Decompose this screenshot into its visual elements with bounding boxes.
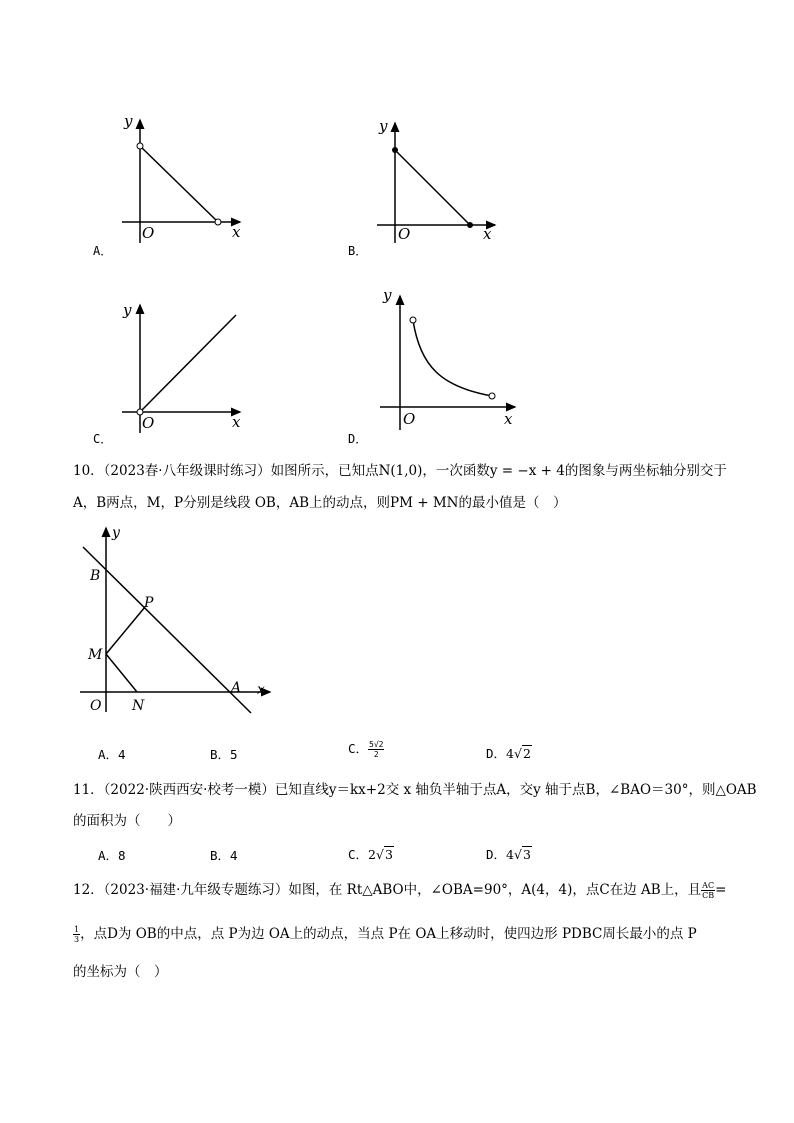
origin-label: O xyxy=(403,410,416,428)
origin-label: O xyxy=(142,414,155,432)
choice-label: D． xyxy=(486,746,507,761)
option-d-label: D． xyxy=(348,432,368,446)
choice-label: B． xyxy=(210,848,231,863)
y-axis-label: y xyxy=(123,301,132,319)
q10-choice-b[interactable] xyxy=(210,745,238,763)
y-axis-label: y xyxy=(112,525,120,541)
point-b-label: B xyxy=(90,568,101,584)
question-11-line-2: 的面积为（ ） xyxy=(73,813,181,829)
origin-label: O xyxy=(142,224,155,242)
y-axis-label: y xyxy=(124,112,133,130)
choice-label: B． xyxy=(210,747,231,762)
q11-choice-a[interactable] xyxy=(98,846,126,864)
graph-option-c xyxy=(110,295,260,435)
choice-value: 5 xyxy=(230,747,238,762)
origin-label: O xyxy=(398,225,411,243)
point-p-label: P xyxy=(144,595,154,611)
fraction: $\frac{5√2}{2}$ xyxy=(369,740,384,759)
sqrt-expression: √2 xyxy=(513,746,531,761)
option-c-label: C． xyxy=(93,432,113,446)
graph-option-a xyxy=(110,110,260,250)
option-b-label: B． xyxy=(348,244,368,258)
question-10-line-2: A，B两点，M，P分别是线段 OB，AB上的动点，则PM + MN的最小值是（ ） xyxy=(73,495,567,511)
sqrt-expression: √3 xyxy=(375,847,393,862)
question-12-line-1: 12．（2023·福建·九年级专题练习）如图，在 Rt△ABO中，∠OBA=90°，A(4，4)，点C在边 AB上，且 $\frac{AC}{CB}$ = xyxy=(73,881,727,900)
x-axis-label: x xyxy=(504,410,513,428)
sqrt-expression: √3 xyxy=(513,847,531,862)
q10-choice-d[interactable]: D．4√2 xyxy=(486,746,531,761)
point-m-label: M xyxy=(88,647,103,663)
q10-choice-c[interactable] xyxy=(348,739,384,759)
graph-option-b xyxy=(365,115,515,250)
x-axis-label: x xyxy=(483,225,492,243)
y-axis-label: y xyxy=(379,117,388,135)
x-axis-label: x xyxy=(232,223,241,241)
choice-label: C． xyxy=(348,741,369,756)
x-axis-label: x xyxy=(232,413,241,431)
fraction: $\frac{AC}{CB}$ xyxy=(702,881,715,900)
choice-value: 8 xyxy=(118,848,126,863)
fraction: $\frac{1}{3}$ xyxy=(74,925,80,944)
question-12-line-2: $\frac{1}{3}$ ，点D为 OB的中点，点 P为边 OA上的动点，当点 P在 OA上移动时，使四边形 PDBC周长最小的点 P xyxy=(74,925,697,944)
choice-value: 4 xyxy=(118,747,126,762)
x-axis-label: x xyxy=(257,682,265,698)
q11-choice-b[interactable] xyxy=(210,846,238,864)
choice-label: D． xyxy=(486,847,507,862)
point-n-label: N xyxy=(132,698,145,714)
choice-label: A． xyxy=(98,747,119,762)
point-a-label: A xyxy=(231,680,242,696)
choice-value: 4 xyxy=(230,848,238,863)
question-11-line-1: 11．（2022·陕西西安·校考一模）已知直线y＝kx+2交 x 轴负半轴于点A，交y 轴于点B，∠BAO＝30°，则△OAB xyxy=(73,782,757,798)
choice-label: C． xyxy=(348,847,369,862)
question-10-figure xyxy=(75,520,280,720)
option-a-label: A． xyxy=(93,244,113,258)
choice-label: A． xyxy=(98,848,119,863)
q10-choice-a[interactable] xyxy=(98,745,126,763)
q11-choice-d[interactable]: D．4√3 xyxy=(486,847,531,862)
question-10-line-1: 10．（2023春·八年级课时练习）如图所示，已知点N(1,0)，一次函数y = −x + 4的图象与两坐标轴分别交于 xyxy=(73,463,727,479)
origin-label: O xyxy=(90,698,102,714)
graph-option-d xyxy=(370,282,525,432)
y-axis-label: y xyxy=(383,286,392,304)
q11-choice-c[interactable]: C．2√3 xyxy=(348,847,393,862)
question-12-line-3: 的坐标为（ ） xyxy=(73,964,168,980)
